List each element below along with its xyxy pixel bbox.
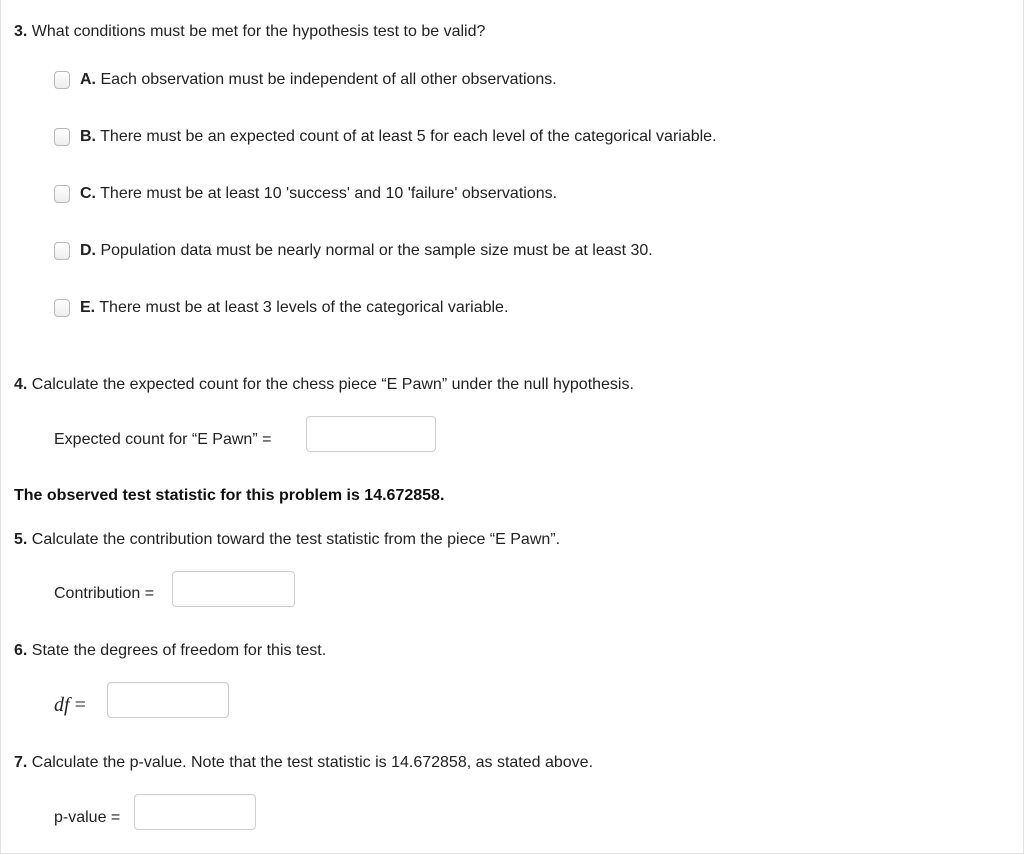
option-c[interactable] xyxy=(54,184,557,204)
option-d-text: Population data must be nearly normal or the sample size must be at least 30. xyxy=(100,242,653,259)
question-3-number: 3. xyxy=(14,23,28,40)
df-equals: = xyxy=(74,694,86,716)
test-statistic-note: The observed test statistic for this problem is 14.672858. xyxy=(14,487,445,504)
question-7-number: 7. xyxy=(14,754,28,771)
expected-count-input[interactable] xyxy=(306,416,436,452)
option-c-letter: C. xyxy=(80,185,96,202)
option-c-checkbox[interactable] xyxy=(54,185,70,203)
question-4-number: 4. xyxy=(14,376,28,393)
option-d[interactable] xyxy=(54,241,653,261)
option-b-text: There must be an expected count of at least 5 for each level of the categorical variable. xyxy=(100,128,717,145)
option-d-checkbox[interactable] xyxy=(54,242,70,260)
option-e-letter: E. xyxy=(80,299,96,316)
question-7-text: Calculate the p-value. Note that the test statistic is 14.672858, as stated above. xyxy=(31,754,594,771)
question-5-text: Calculate the contribution toward the test statistic from the piece “E Pawn”. xyxy=(31,531,561,548)
degrees-of-freedom-input[interactable] xyxy=(107,682,229,718)
question-3-prompt xyxy=(14,22,485,42)
degrees-of-freedom-label xyxy=(54,694,86,716)
p-value-label: p-value = xyxy=(54,809,121,826)
question-4-text: Calculate the expected count for the chess piece “E Pawn” under the null hypothesis. xyxy=(31,376,634,393)
option-e[interactable] xyxy=(54,298,508,318)
option-a[interactable] xyxy=(54,70,557,90)
option-d-letter: D. xyxy=(80,242,96,259)
question-6-number: 6. xyxy=(14,642,28,659)
question-7-prompt xyxy=(14,753,593,773)
p-value-input[interactable] xyxy=(134,794,256,830)
question-5-number: 5. xyxy=(14,531,28,548)
option-a-text: Each observation must be independent of all other observations. xyxy=(100,71,557,88)
option-e-checkbox[interactable] xyxy=(54,299,70,317)
question-6-prompt xyxy=(14,641,326,661)
option-a-letter: A. xyxy=(80,71,96,88)
question-4-prompt xyxy=(14,375,634,395)
option-b-letter: B. xyxy=(80,128,96,145)
expected-count-label: Expected count for “E Pawn” = xyxy=(54,431,272,448)
question-6-text: State the degrees of freedom for this test. xyxy=(31,642,327,659)
question-5-prompt xyxy=(14,530,560,550)
question-3-text: What conditions must be met for the hypothesis test to be valid? xyxy=(31,23,486,40)
option-e-text: There must be at least 3 levels of the categorical variable. xyxy=(99,299,509,316)
option-b[interactable] xyxy=(54,127,717,147)
option-a-checkbox[interactable] xyxy=(54,71,70,89)
df-variable: df xyxy=(54,694,70,716)
option-c-text: There must be at least 10 'success' and 10 'failure' observations. xyxy=(100,185,558,202)
option-b-checkbox[interactable] xyxy=(54,128,70,146)
contribution-label: Contribution = xyxy=(54,585,155,602)
contribution-input[interactable] xyxy=(172,571,295,607)
